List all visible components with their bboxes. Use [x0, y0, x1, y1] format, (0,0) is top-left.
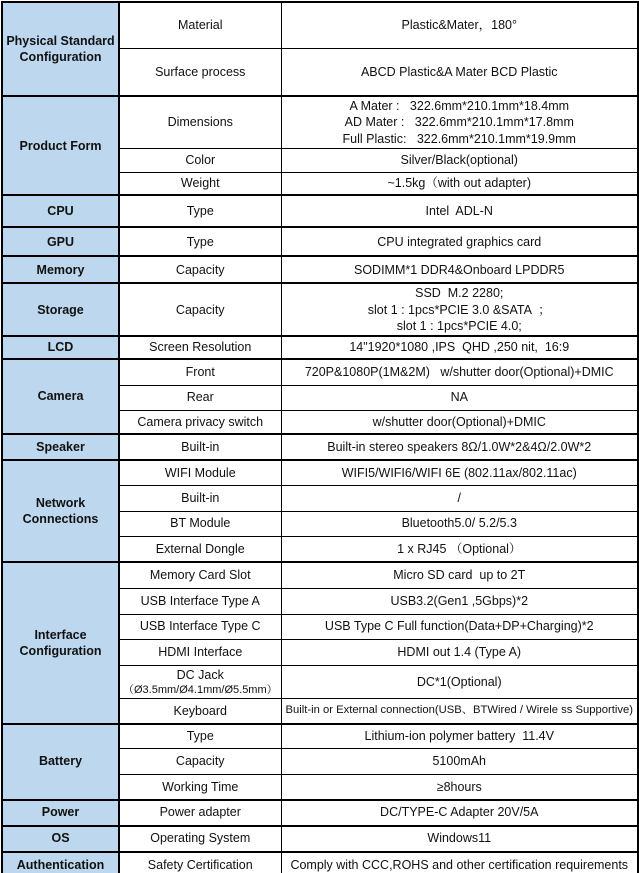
spec-label-cell — [119, 775, 281, 800]
category-cell — [2, 256, 119, 283]
cell-text: ~1.5kg（with out adapter) — [387, 176, 531, 191]
cell-text: External Dongle — [155, 541, 245, 556]
category-cell — [2, 434, 119, 460]
cell-text: GPU — [46, 234, 75, 249]
cell-text: （Ø3.5mm/Ø4.1mm/Ø5.5mm） — [123, 683, 278, 696]
spec-value-cell — [281, 148, 638, 172]
cell-text: Working Time — [162, 779, 239, 794]
spec-value-cell — [281, 699, 638, 724]
cell-text: LCD — [47, 340, 74, 355]
spec-value-cell — [281, 749, 638, 775]
cell-text: 14"1920*1080 ,IPS QHD ,250 nit, 16:9 — [349, 340, 570, 355]
cell-text: Lithium-ion polymer battery 11.4V — [364, 729, 554, 744]
spec-value-cell — [281, 775, 638, 800]
cell-text: Safety Certification — [147, 857, 253, 872]
spec-value-cell — [281, 800, 638, 826]
cell-text: Authentication — [16, 857, 105, 872]
spec-label-cell — [119, 172, 281, 195]
cell-text: Camera privacy switch — [137, 414, 264, 429]
spec-value-cell — [281, 511, 638, 536]
spec-value-cell — [281, 485, 638, 511]
spec-value-cell — [281, 639, 638, 665]
spec-label-cell — [119, 826, 281, 852]
spec-row — [2, 195, 638, 227]
category-cell — [2, 227, 119, 256]
spec-label-cell — [119, 227, 281, 256]
spec-value-cell — [281, 536, 638, 562]
spec-label-cell — [119, 283, 281, 336]
cell-text: w/shutter door(Optional)+DMIC — [372, 414, 546, 429]
spec-label-cell — [119, 800, 281, 826]
cell-text: Operating System — [150, 831, 251, 846]
spec-label-cell — [119, 385, 281, 410]
spec-row — [2, 96, 638, 148]
cell-text: Comply with CCC,ROHS and other certification requirements — [290, 857, 629, 872]
cell-text: Physical Standard Configuration — [6, 33, 115, 64]
cell-text: Built-in — [181, 490, 220, 505]
cell-text: USB Type C Full function(Data+DP+Charging)*2 — [324, 619, 594, 634]
cell-text: Rear — [186, 390, 214, 405]
spec-label-cell — [119, 460, 281, 485]
cell-text: USB3.2(Gen1 ,5Gbps)*2 — [390, 593, 529, 608]
spec-value-cell — [281, 2, 638, 48]
cell-text: Capacity — [175, 754, 225, 769]
cell-text: Power adapter — [159, 805, 241, 820]
cell-text: Material — [178, 18, 223, 33]
category-cell — [2, 195, 119, 227]
spec-value-cell — [281, 665, 638, 699]
spec-label-cell — [119, 699, 281, 724]
spec-row — [2, 724, 638, 749]
spec-label-cell — [119, 852, 281, 873]
spec-value-cell — [281, 172, 638, 195]
cell-text: Silver/Black(optional) — [400, 153, 518, 168]
category-cell — [2, 359, 119, 434]
spec-value-cell — [281, 434, 638, 460]
cell-text: Type — [186, 204, 214, 219]
spec-value-cell — [281, 359, 638, 385]
spec-label-cell — [119, 724, 281, 749]
spec-value-cell — [281, 410, 638, 434]
category-cell — [2, 2, 119, 96]
category-cell — [2, 336, 119, 359]
spec-label-cell — [119, 48, 281, 96]
spec-label-cell — [119, 614, 281, 639]
spec-value-cell — [281, 96, 638, 148]
cell-text: 1 x RJ45 （Optional） — [397, 541, 522, 556]
spec-value-cell — [281, 48, 638, 96]
spec-value-cell — [281, 385, 638, 410]
cell-text: DC*1(Optional) — [416, 674, 502, 689]
spec-label-cell — [119, 434, 281, 460]
spec-label-cell — [119, 96, 281, 148]
spec-label-cell — [119, 2, 281, 48]
spec-label-cell — [119, 195, 281, 227]
cell-text: Battery — [38, 754, 83, 769]
spec-row — [2, 434, 638, 460]
spec-table-body — [2, 2, 638, 873]
cell-text: Type — [186, 729, 214, 744]
cell-text: A Mater : 322.6mm*210.1mm*18.4mm — [349, 99, 570, 113]
category-cell — [2, 800, 119, 826]
spec-row — [2, 2, 638, 48]
cell-text: 5100mAh — [432, 754, 486, 769]
cell-text: Network Connections — [22, 495, 99, 526]
category-cell — [2, 826, 119, 852]
spec-row — [2, 562, 638, 588]
cell-text: CPU integrated graphics card — [377, 234, 542, 249]
cell-text: HDMI Interface — [158, 644, 243, 659]
spec-label-cell — [119, 256, 281, 283]
cell-text: Power — [41, 805, 80, 820]
cell-text: Color — [185, 153, 216, 168]
cell-text: Front — [185, 365, 215, 380]
cell-text: / — [457, 490, 461, 505]
cell-text: Capacity — [175, 262, 225, 277]
category-cell — [2, 724, 119, 800]
cell-text: CPU — [47, 204, 74, 219]
spec-label-cell — [119, 410, 281, 434]
cell-text: WIFI5/WIFI6/WIFI 6E (802.11ax/802.11ac) — [341, 465, 577, 480]
cell-text: Bluetooth5.0/ 5.2/5.3 — [401, 516, 517, 531]
cell-text: Screen Resolution — [149, 340, 252, 355]
cell-text: OS — [51, 831, 70, 846]
spec-value-cell — [281, 562, 638, 588]
cell-text: Product Form — [19, 138, 102, 153]
spec-row — [2, 256, 638, 283]
cell-text: Built-in stereo speakers 8Ω/1.0W*2&4Ω/2.0W*2 — [327, 439, 592, 454]
cell-text: SODIMM*1 DDR4&Onboard LPDDR5 — [354, 262, 565, 277]
cell-text: DC Jack — [176, 667, 224, 682]
cell-text: DC/TYPE-C Adapter 20V/5A — [380, 805, 539, 820]
cell-text: USB Interface Type C — [139, 619, 261, 634]
spec-value-cell — [281, 283, 638, 336]
spec-row — [2, 826, 638, 852]
cell-text: SSD M.2 2280; — [415, 286, 504, 301]
category-cell — [2, 96, 119, 195]
spec-value-cell — [281, 724, 638, 749]
category-cell — [2, 562, 119, 724]
cell-text: Windows11 — [427, 831, 492, 846]
category-cell — [2, 852, 119, 873]
spec-value-cell — [281, 826, 638, 852]
spec-label-cell — [119, 148, 281, 172]
spec-label-cell — [119, 511, 281, 536]
cell-text: Speaker — [36, 439, 85, 454]
cell-text: HDMI out 1.4 (Type A) — [397, 644, 522, 659]
cell-text: Storage — [37, 302, 84, 317]
spec-row — [2, 227, 638, 256]
cell-text: slot 1 : 1pcs*PCIE 3.0 &SATA ； — [367, 302, 551, 317]
cell-text: BT Module — [170, 516, 231, 531]
cell-text: Plastic&Mater，180° — [401, 18, 517, 33]
cell-text: Weight — [180, 176, 220, 191]
cell-text: Memory — [36, 262, 85, 277]
cell-text: USB Interface Type A — [140, 593, 260, 608]
cell-text: Capacity — [175, 302, 225, 317]
spec-label-cell — [119, 639, 281, 665]
spec-value-cell — [281, 336, 638, 359]
cell-text: Keyboard — [173, 703, 227, 718]
cell-text: Interface Configuration — [19, 627, 102, 658]
cell-text: ABCD Plastic&A Mater BCD Plastic — [360, 64, 558, 79]
spec-row — [2, 460, 638, 485]
spec-label-cell — [119, 359, 281, 385]
spec-label-cell — [119, 536, 281, 562]
cell-text: Intel ADL-N — [425, 204, 493, 219]
cell-text: slot 1 : 1pcs*PCIE 4.0; — [396, 318, 522, 333]
cell-text: WIFI Module — [164, 465, 236, 480]
spec-value-cell — [281, 195, 638, 227]
spec-label-cell — [119, 485, 281, 511]
spec-label-cell — [119, 562, 281, 588]
spec-value-cell — [281, 588, 638, 614]
spec-value-cell — [281, 460, 638, 485]
cell-text: NA — [450, 390, 468, 405]
cell-text: Built-in or External connection(USB、BTWired / Wirele ss Supportive) — [285, 704, 634, 717]
cell-text: 720P&1080P(1M&2M) w/shutter door(Optional)+DMIC — [304, 365, 614, 380]
category-cell — [2, 283, 119, 336]
spec-row — [2, 852, 638, 873]
spec-value-cell — [281, 614, 638, 639]
spec-label-cell — [119, 336, 281, 359]
spec-label-cell — [119, 749, 281, 775]
cell-text: Full Plastic: 322.6mm*210.1mm*19.9mm — [342, 131, 576, 146]
cell-text: AD Mater : 322.6mm*210.1mm*17.8mm — [344, 115, 574, 130]
cell-text: Dimensions — [167, 115, 233, 130]
cell-text: Memory Card Slot — [149, 568, 251, 583]
spec-row — [2, 800, 638, 826]
spec-value-cell — [281, 227, 638, 256]
spec-value-cell — [281, 852, 638, 873]
spec-row — [2, 336, 638, 359]
cell-text: Micro SD card up to 2T — [393, 568, 526, 583]
spec-row — [2, 283, 638, 336]
spec-table — [1, 1, 639, 873]
cell-text: ≥8hours — [436, 779, 482, 794]
spec-label-cell — [119, 588, 281, 614]
category-cell — [2, 460, 119, 562]
spec-value-cell — [281, 256, 638, 283]
cell-text: Camera — [37, 389, 84, 404]
spec-row — [2, 359, 638, 385]
cell-text: Built-in — [181, 439, 220, 454]
spec-label-cell — [119, 665, 281, 699]
cell-text: Type — [186, 234, 214, 249]
cell-text: Surface process — [155, 64, 246, 79]
